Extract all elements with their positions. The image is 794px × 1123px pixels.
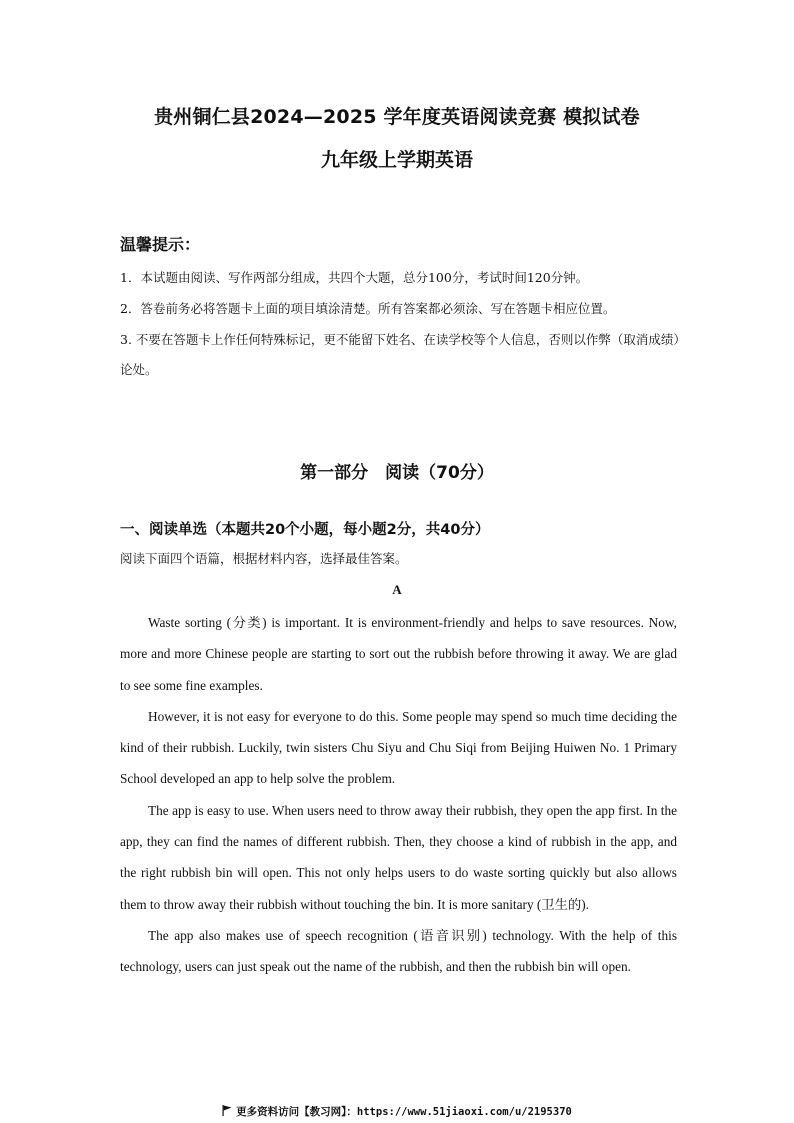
- passage-letter: A: [392, 582, 402, 597]
- footer-link[interactable]: 更多资料访问【教习网】：https://www.51jiaoxi.com/u/2195370: [236, 1106, 572, 1118]
- part-heading: 第一部分 阅读（70分）: [300, 463, 494, 483]
- flag-icon: [222, 1105, 232, 1116]
- passage-paragraph-3: The app is easy to use. When users need to throw away their rubbish, they open the app first. In the app, they can find the names of different rubbish. Then, they choose a kind of rubbish in the app, and the right rubbish bin will open. This not only helps users to do waste sorting quickly but also allows them to throw away their rubbish without touching the bin. It is more sanitary (卫生的).: [120, 802, 677, 912]
- exam-title: 贵州铜仁县2024—2025 学年度英语阅读竞赛 模拟试卷: [154, 106, 640, 128]
- tips-heading: 温馨提示：: [120, 235, 201, 254]
- exam-subtitle: 九年级上学期英语: [320, 149, 473, 171]
- section-instruction: 阅读下面四个语篇，根据材料内容，选择最佳答案。: [120, 551, 408, 566]
- footer: [0, 1104, 794, 1119]
- passage-paragraph-4: The app also makes use of speech recognition (语音识别) technology. With the help of this technology, users can just speak out the name of the rubbish, and then the rubbish bin will open.: [120, 927, 677, 975]
- passage-paragraph-2: However, it is not easy for everyone to do this. Some people may spend so much time deciding the kind of their rubbish. Luckily, twin sisters Chu Siyu and Chu Siqi from Beijing Huiwen No. 1 Primary School developed an app to help solve the problem.: [120, 708, 677, 787]
- passage-body: [120, 607, 677, 983]
- tip-item-1: 1．本试题由阅读、写作两部分组成，共四个大题，总分100分，考试时间120分钟。: [120, 270, 589, 285]
- tip-item-2: 2．答卷前务必将答题卡上面的项目填涂清楚。所有答案都必须涂、写在答题卡相应位置。: [120, 301, 616, 316]
- section-heading: 一、阅读单选（本题共20个小题，每小题2分，共40分）: [120, 522, 490, 538]
- tip-item-3: 3. 不要在答题卡上作任何特殊标记，更不能留下姓名、在读学校等个人信息，否则以作弊（取消成绩）论处。: [120, 332, 680, 377]
- passage-paragraph-1: Waste sorting (分类) is important. It is environment-friendly and helps to save resources. Now, more and more Chinese people are starting to sort out the rubbish before throwing it away. We are glad to see some fine examples.: [120, 615, 677, 693]
